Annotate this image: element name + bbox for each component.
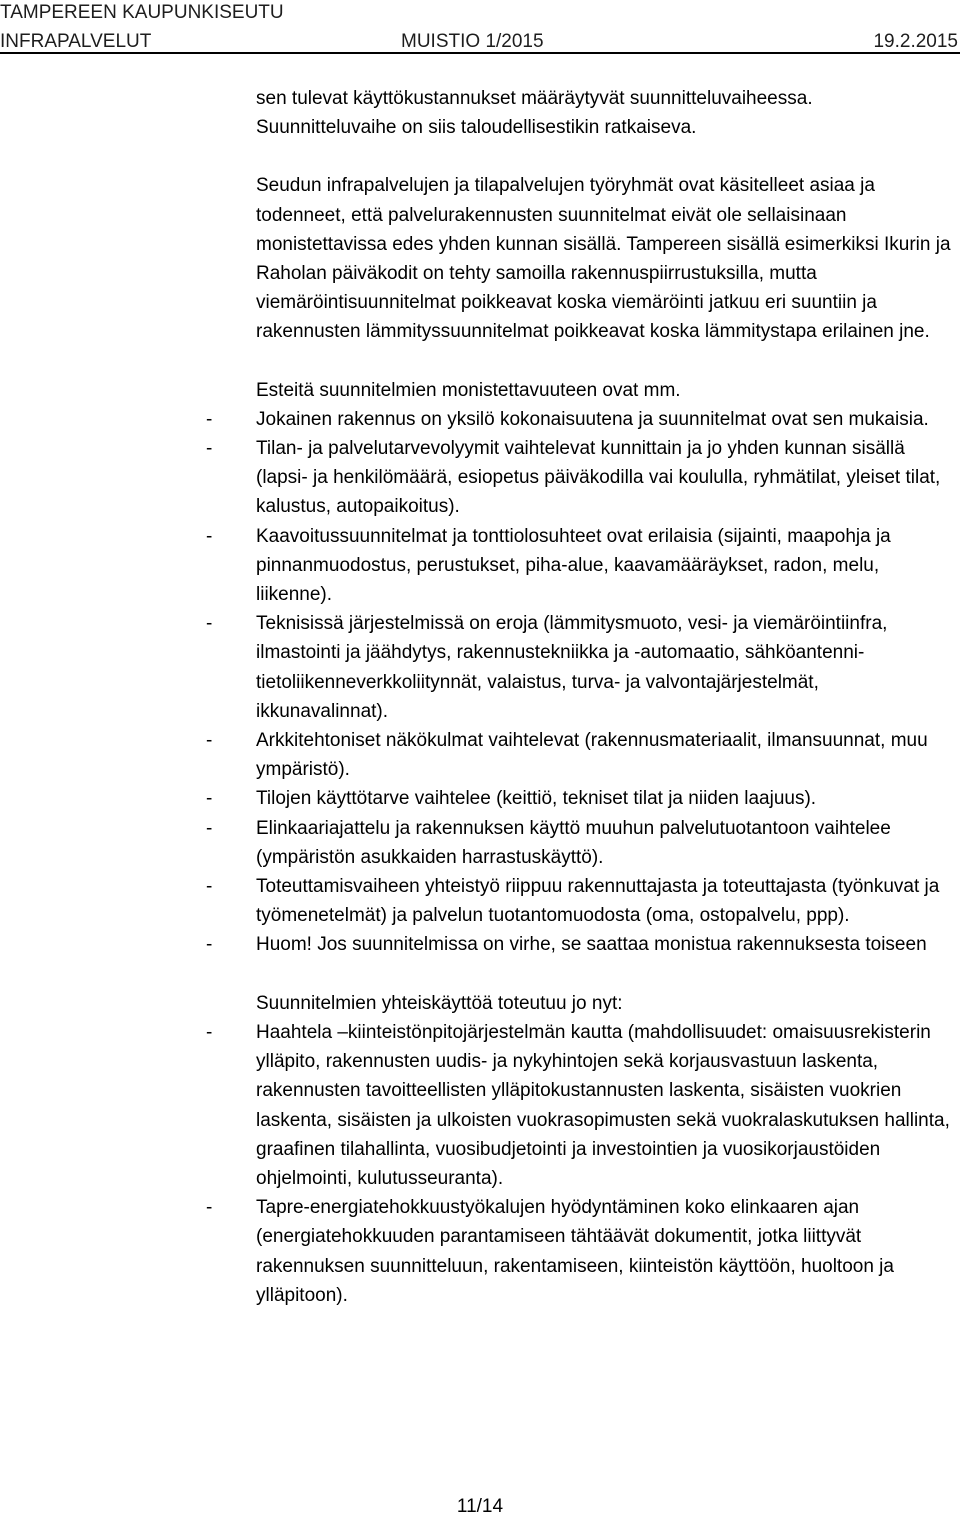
- bullet-dash: -: [206, 876, 213, 898]
- shared-use-heading: Suunnitelmien yhteiskäyttöä toteutuu jo nyt:: [256, 992, 623, 1014]
- bullet-dash: -: [206, 613, 213, 635]
- list-item: [206, 522, 956, 610]
- body-paragraph: Seudun infrapalvelujen ja tilapalvelujen työryhmät ovat käsitelleet asiaa ja todenneet, että palvelurakennusten suunnitelmat eivät ole sellaisinaan monistettavissa edes yhden kunnan sisällä. Tampereen sisällä esimerkiksi Ikurin ja Raholan päiväkodit on tehty samoilla rakennuspiirrustuksilla, mutta viemäröintisuunnitelmat poikkeavat koska viemäröinti jatkuu eri suuntiin ja rakennusten lämmityssuunnitelmat poikkeavat koska lämmitystapa erilainen jne.: [256, 175, 951, 343]
- shared-use-list: [206, 1018, 956, 1310]
- list-item-text: Arkkitehtoniset näkökulmat vaihtelevat (rakennusmateriaalit, ilmansuunnat, muu ympäristö).: [256, 730, 928, 781]
- organization-name: TAMPEREEN KAUPUNKISEUTU: [0, 2, 284, 23]
- list-item-text: Elinkaariajattelu ja rakennuksen käyttö muuhun palvelutuotantoon vaihtelee (ympäristön asukkaiden harrastuskäyttö).: [256, 817, 891, 868]
- list-item-text: Tilojen käyttötarve vaihtelee (keittiö, tekniset tilat ja niiden laajuus).: [256, 788, 817, 810]
- paragraph-gap: [256, 347, 956, 376]
- list-item-text: Haahtela –kiinteistönpitojärjestelmän kautta (mahdollisuudet: omaisuusrekisterin ylläpito, rakennusten uudis- ja nykyhintojen sekä korjausvastuun laskenta, rakennusten tavoitteellisten ylläpitokustannusten laskenta, sisäisten vuokrien laskenta, sisäisten ja ulkoisten vuokrasopimusten sekä vuokralaskutuksen hallinta, graafinen tilahallinta, vuosibudjetointi ja investointien ja vuosikorjaustöiden ohjelmointi, kulutusseuranta).: [256, 1021, 950, 1189]
- bullet-dash: -: [206, 1021, 213, 1043]
- list-item: [206, 814, 956, 872]
- obstacles-list: [206, 405, 956, 960]
- list-item-text: Tapre-energiatehokkuustyökalujen hyödyntäminen koko elinkaaren ajan (energiatehokkuuden parantamiseen tähtäävät dokumentit, jotka liittyvät rakennuksen suunnitteluun, rakentamiseen, kiinteistön käyttöön, huoltoon ja ylläpitoon).: [256, 1197, 894, 1306]
- list-item: [206, 1018, 956, 1193]
- header-divider: [0, 52, 960, 54]
- bullet-dash: -: [206, 730, 213, 752]
- page-header: [0, 0, 960, 54]
- list-item-text: Teknisissä järjestelmissä on eroja (lämmitysmuoto, vesi- ja viemäröintiinfra, ilmastointi ja jäähdytys, rakennustekniikka ja -automaatio, sähköantenni-tietoliikenneverkkoliitynnät, valaistus, turva- ja valvontajärjestelmät, ikkunavalinnat).: [256, 613, 888, 722]
- obstacles-heading: Esteitä suunnitelmien monistettavuuteen ovat mm.: [256, 379, 681, 401]
- paragraph-gap: [256, 960, 956, 989]
- list-item: [206, 726, 956, 784]
- list-item: [206, 434, 956, 522]
- page-number: 11/14: [456, 1496, 504, 1517]
- list-item-text: Huom! Jos suunnitelmissa on virhe, se saattaa monistua rakennuksesta toiseen: [256, 934, 927, 956]
- department-name: INFRAPALVELUT: [0, 31, 152, 52]
- list-item-text: Kaavoitussuunnitelmat ja tonttiolosuhteet ovat erilaisia (sijainti, maapohja ja pinnanmuodostus, perustukset, piha-alue, kaavamääräykset, radon, melu, liikenne).: [256, 525, 891, 606]
- bullet-dash: -: [206, 788, 213, 810]
- list-item-text: Jokainen rakennus on yksilö kokonaisuutena ja suunnitelmat ovat sen mukaisia.: [256, 408, 929, 430]
- list-item: [206, 1193, 956, 1310]
- paragraph-gap: [256, 142, 956, 171]
- list-item: [206, 609, 956, 726]
- bullet-dash: -: [206, 408, 213, 430]
- list-item: [206, 930, 956, 959]
- body-paragraph: sen tulevat käyttökustannukset määräytyvät suunnitteluvaiheessa. Suunnitteluvaihe on siis taloudellisestikin ratkaiseva.: [256, 88, 813, 139]
- bullet-dash: -: [206, 525, 213, 547]
- memo-date: 19.2.2015: [873, 31, 958, 52]
- document-body: [206, 84, 956, 1310]
- memo-number: MUISTIO 1/2015: [401, 31, 544, 52]
- list-item: [206, 405, 956, 434]
- list-item-text: Tilan- ja palvelutarvevolyymit vaihtelevat kunnittain ja jo yhden kunnan sisällä (lapsi- ja henkilömäärä, esiopetus päiväkodilla vai koululla, ryhmätilat, yleiset tilat, kalustus, autopaikoitus).: [256, 438, 941, 518]
- list-item: [206, 784, 956, 813]
- bullet-dash: -: [206, 1197, 213, 1219]
- bullet-dash: -: [206, 438, 213, 460]
- bullet-dash: -: [206, 934, 213, 956]
- list-item-text: Toteuttamisvaiheen yhteistyö riippuu rakennuttajasta ja toteuttajasta (työnkuvat ja työmenetelmät) ja palvelun tuotantomuodosta (oma, ostopalvelu, ppp).: [256, 876, 940, 927]
- bullet-dash: -: [206, 817, 213, 839]
- list-item: [206, 872, 956, 930]
